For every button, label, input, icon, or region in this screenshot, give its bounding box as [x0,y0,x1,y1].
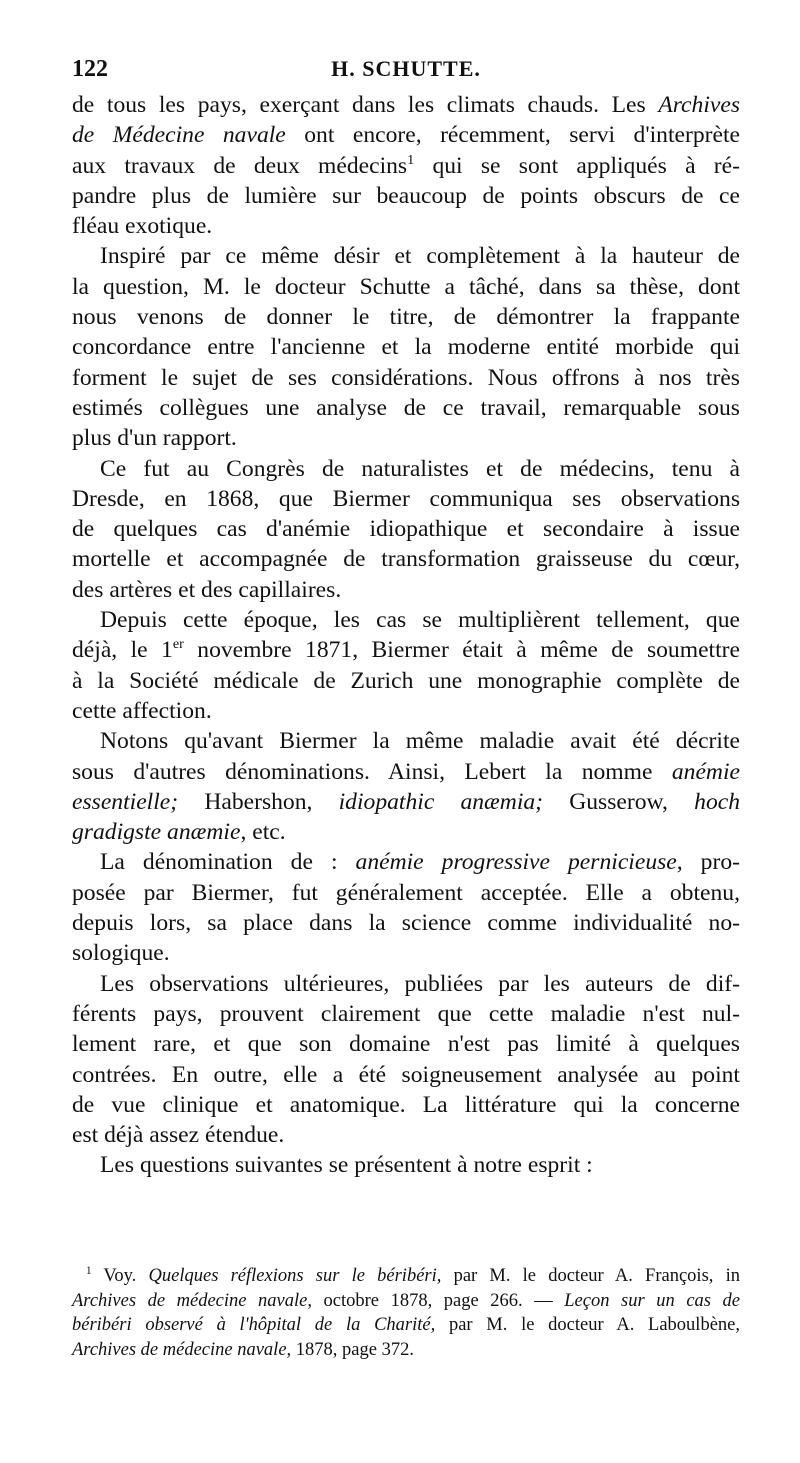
text-line: Inspiré par ce même désir et complètement à la hauteur de [100,243,740,270]
text-line: nous venons de donner le titre, de démontrer la frappante [72,304,740,331]
text-line: estimés collègues une analyse de ce travail, remarquable sous [72,394,740,421]
text-line: sologique. [72,940,170,967]
text-line: de tous les pays, exerçant dans les climats chauds. Les Archives [72,92,740,118]
text-line: concordance entre l'ancienne et la moderne entité morbide qui [72,334,740,361]
text-line: à la Société médicale de Zurich une monographie complète de [72,667,740,694]
footnote-ref: 1 [407,151,415,168]
text-line: fléau exotique. [72,213,213,240]
text-line: mortelle et accompagnée de transformation graisseuse du cœur, [72,546,740,573]
text-line: Les observations ultérieures, publiées par les auteurs de dif- [100,970,740,997]
text-line: Depuis cette époque, les cas se multiplièrent tellement, que [100,607,740,634]
footnote-line: $^1$ Voy. Quelques réflexions sur le béribéri, par M. le docteur A. François, in [86,1264,740,1286]
text-line: aux travaux de deux médecins$^1$ qui se sont appliqués à ré- [72,151,740,179]
text-line: Les questions suivantes se présentent à notre esprit : [100,1152,593,1179]
text-line: de vue clinique et anatomique. La littérature qui la concerne [72,1091,740,1118]
text-line: Notons qu'avant Biermer la même maladie avait été décrite [100,728,740,755]
text-line: plus d'un rapport. [72,425,237,452]
page-header [72,54,740,90]
running-title: H. SCHUTTE. [331,56,481,81]
footnote-line: Archives de médecine navale, octobre 1878, page 266. — Leçon sur un cas de [72,1290,741,1311]
footnote-marker: 1 [86,1264,92,1277]
text-line: contrées. En outre, elle a été soigneusement analysée au point [72,1061,740,1088]
text-line: Ce fut au Congrès de naturalistes et de médecins, tenu à [100,455,740,482]
footnote-line: Archives de médecine navale, 1878, page 372. [72,1339,414,1360]
body-text [72,90,740,1181]
text-line: sous d'autres dénominations. Ainsi, Lebert la nomme anémie [72,758,740,785]
footnote [72,1264,740,1362]
footnote-line: béribéri observé à l'hôpital de la Charité, par M. le docteur A. Laboulbène, [72,1315,740,1335]
text-line: est déjà assez étendue. [72,1122,285,1149]
text-line: pandre plus de lumière sur beaucoup de points obscurs de ce [72,182,740,209]
text-line: des artères et des capillaires. [72,576,342,603]
text-line: déjà, le 1er novembre 1871, Biermer était à même de soumettre [72,636,740,664]
text-line: de quelques cas d'anémie idiopathique et secondaire à issue [72,516,740,543]
text-line: lement rare, et que son domaine n'est pas limité à quelques [72,1031,740,1058]
text-line: férents pays, prouvent clairement que cette maladie n'est nul- [72,1000,740,1027]
text-line: forment le sujet de ses considérations. Nous offrons à nos très [72,364,740,391]
page-number: 122 [72,56,108,82]
text-line: essentielle; Habershon, idiopathic anæmia; Gusserow, hoch [72,788,741,815]
text-line: la question, M. le docteur Schutte a tâché, dans sa thèse, dont [72,273,740,300]
text-line: depuis lors, sa place dans la science comme individualité no- [72,910,740,937]
text-line: Dresde, en 1868, que Biermer communiqua ses observations [72,485,740,512]
text-line: La dénomination de : anémie progressive pernicieuse, pro- [100,849,740,876]
text-line: cette affection. [72,697,212,724]
text-line: posée par Biermer, fut généralement acceptée. Elle a obtenu, [72,879,740,906]
text-line: de Médecine navale ont encore, récemment, servi d'interprète [72,122,740,149]
text-line: gradigste anæmie, etc. [72,819,286,846]
